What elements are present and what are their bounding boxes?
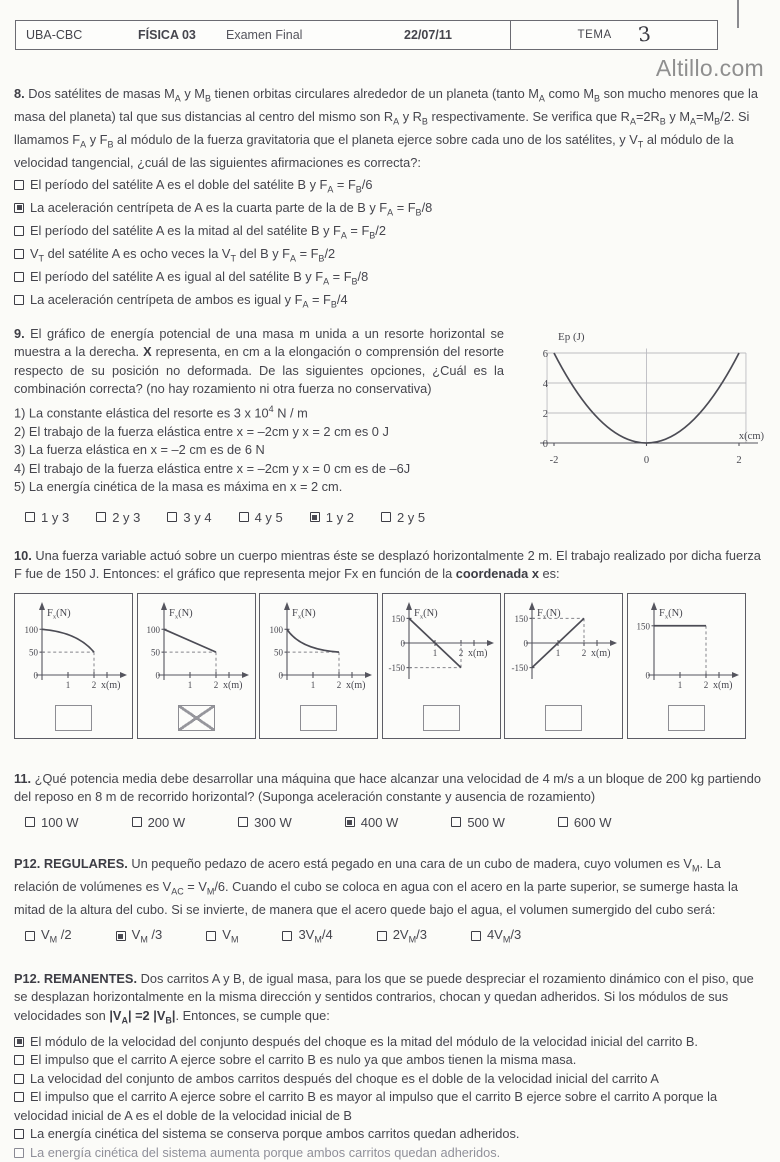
svg-text:150: 150 — [391, 613, 405, 624]
svg-text:-150: -150 — [511, 662, 528, 673]
checkbox[interactable] — [206, 931, 216, 941]
tema-value-handwritten: 3 — [636, 20, 652, 47]
checkbox[interactable] — [471, 931, 481, 941]
p12-remanentes-text: P12. REMANENTES. Dos carritos A y B, de igual masa, para los que se puede despreciar el rozamiento dinámico con el piso, que se desplazan horizontalmente en la misma dirección y sentidos contrarios, chocan y quedan adheridos. Si los módulos de sus velocidades son $|V_A| =2$ $|V_B|$. Entonces, se cumple que: — [14, 970, 754, 1026]
p12-regulares-text: P12. REGULARES. Un pequeño pedazo de acero está pegado en una cara de un cubo de madera, cuyo volumen es $V_M$. La relación de volúmenes es $V_{AC} = V_M/6$. Cuando el cubo se coloca en agua con el acero en la parte superior, se sumerge hasta la mitad de la altura del cubo. Si se invierte, de manera que el acero quede bajo el agua, el volumen sumergido del cubo será: — [14, 855, 738, 917]
checkbox[interactable] — [167, 512, 177, 522]
q9-option — [239, 510, 283, 525]
option-label: El período del satélite A es el doble del satélite B y $F_A = F_B/6$ — [30, 176, 373, 195]
answer-box[interactable] — [300, 705, 337, 731]
checkbox[interactable] — [14, 226, 24, 236]
q9-energy-chart — [514, 325, 766, 477]
q9-option — [96, 510, 140, 525]
checkbox[interactable] — [96, 512, 106, 522]
q10-graph-panel — [137, 593, 256, 739]
option-label: $3V_M/4$ — [298, 927, 333, 945]
q8-option — [14, 199, 766, 222]
header-institution: UBA-CBC — [26, 28, 83, 42]
option-label: 200 W — [147, 814, 186, 830]
svg-text:50: 50 — [273, 647, 283, 658]
p12-regulares-option — [206, 927, 238, 945]
force-position-graph — [16, 597, 132, 703]
checkbox[interactable] — [25, 931, 35, 941]
checkbox[interactable] — [239, 512, 249, 522]
svg-text:100: 100 — [24, 624, 38, 635]
q11-option — [132, 815, 186, 830]
option-label: $V_M$ /3 — [131, 927, 163, 945]
scan-artifact-line — [737, 0, 739, 28]
p12-remanentes-options — [14, 1033, 766, 1162]
checkbox[interactable] — [238, 817, 248, 827]
option-label: 3 y 4 — [183, 509, 212, 525]
option-label: 2 y 3 — [112, 509, 141, 525]
force-position-graph — [138, 597, 254, 703]
option-label: 400 W — [360, 814, 399, 830]
q9-item: 2) El trabajo de la fuerza elástica entre x = –2cm y x = 2 cm es 0 J — [14, 423, 389, 439]
header-table — [15, 20, 718, 50]
svg-text:0: 0 — [278, 670, 283, 681]
q9-option — [167, 510, 211, 525]
option-label: 300 W — [254, 814, 292, 830]
q8-option — [14, 245, 766, 268]
header-main-cell — [16, 21, 511, 49]
force-position-graph — [628, 597, 744, 703]
q8-option — [14, 291, 766, 314]
svg-text:2: 2 — [736, 454, 742, 466]
svg-text:50: 50 — [28, 647, 38, 658]
header-exam-type: Examen Final — [226, 28, 303, 42]
option-label: 1 y 2 — [325, 509, 354, 525]
option-label: 4 y 5 — [254, 509, 283, 525]
option-label: 1 y 3 — [41, 509, 70, 525]
checkbox[interactable] — [14, 249, 24, 259]
option-label: $4V_M/3$ — [486, 927, 522, 945]
svg-text:x(m): x(m) — [345, 679, 365, 691]
p12-remanentes-option — [14, 1033, 766, 1052]
answer-box[interactable] — [423, 705, 460, 731]
option-label: El período del satélite A es igual al del satélite B y $F_A = F_B/8$ — [30, 268, 369, 287]
force-position-graph — [383, 597, 499, 703]
header-tema-cell — [511, 21, 717, 49]
q9-option — [381, 510, 425, 525]
p12-remanentes-option — [14, 1125, 766, 1144]
checkbox[interactable] — [14, 1074, 24, 1084]
checkbox[interactable] — [381, 512, 391, 522]
p12-regulares-option — [377, 927, 427, 945]
svg-text:Ep (J): Ep (J) — [558, 330, 585, 343]
q11-text: 11. ¿Qué potencia media debe desarrollar una máquina que hace alcanzar una velocidad de 4 m/s a un bloque de 200 kg partiendo del reposo en 8 m de recorrido horizontal? (Suponga aceleración constante y ausencia de rozamiento) — [14, 770, 762, 805]
q10-graph-panel — [14, 593, 133, 739]
p12-regulares-option — [471, 927, 521, 945]
checkbox[interactable] — [14, 1148, 24, 1158]
svg-text:x(m): x(m) — [223, 679, 243, 691]
option-label: $2V_M/3$ — [392, 927, 427, 945]
svg-text:6: 6 — [542, 348, 548, 360]
option-label: $V_T$ del satélite A es ocho veces la $V_T$ del B y $F_A = F_B/2$ — [30, 245, 336, 264]
checkbox[interactable] — [345, 817, 355, 827]
q10-text: 10. Una fuerza variable actuó sobre un cuerpo mientras éste se desplazó horizontalmente 2 m. El trabajo realizado por dicha fuerza F fue de 150 J. Entonces: el gráfico que representa mejor Fx en función de la coordenada x es: — [14, 547, 761, 582]
q8-option — [14, 222, 766, 245]
option-label: La aceleración centrípeta de A es la cuarta parte de la de B y $F_A = F_B/8$ — [30, 199, 433, 218]
svg-text:0: 0 — [523, 638, 528, 649]
force-position-graph — [261, 597, 377, 703]
option-label: $V_M$ — [222, 927, 239, 945]
svg-text:Fx(N): $F_x(N)$ — [46, 607, 71, 621]
q8-option — [14, 268, 766, 291]
p12-regulares-option — [116, 927, 163, 945]
svg-text:2: 2 — [581, 647, 586, 658]
answer-box[interactable] — [178, 705, 215, 731]
svg-text:1: 1 — [65, 679, 70, 690]
q9-left-column — [14, 325, 504, 497]
option-label: El módulo de la velocidad del conjunto después del choque es la mitad del módulo de la velocidad inicial del carrito B. — [30, 1033, 698, 1049]
q9-option — [310, 510, 354, 525]
svg-text:x(m): x(m) — [713, 679, 733, 691]
svg-text:0: 0 — [33, 670, 38, 681]
p12-regulares-options — [25, 927, 766, 945]
q9-items — [14, 400, 504, 497]
answer-box[interactable] — [668, 705, 705, 731]
svg-text:Fx(N): $F_x(N)$ — [659, 607, 683, 621]
svg-text:100: 100 — [269, 624, 283, 635]
checkbox[interactable] — [14, 1037, 24, 1047]
option-label: 100 W — [41, 814, 79, 830]
q8-text: 8. Dos satélites de masas $M_A$ y $M_B$ tienen orbitas circulares alrededor de un planeta (tanto $M_A$ como $M_B$ son mucho menores que la masa del planeta) tal que sus distancias al centro del mismo son $R_A$ y $R_B$ respectivamente. Se verifica que $R_A=2R_B$ y $M_A=M_B/2$. Si llamamos $F_A$ y $F_B$ al módulo de la fuerza gravitatoria que el planeta ejerce sobre cada uno de los satélites, y $V_T$ al módulo de la velocidad tangencial, ¿cuál de las siguientes afirmaciones es correcta?: — [14, 86, 758, 171]
q9-chart-wrap — [514, 325, 766, 497]
svg-text:1: 1 — [187, 679, 193, 690]
q11-option — [558, 815, 612, 830]
p12-remanentes-option — [14, 1070, 766, 1089]
q10-graph-panel — [382, 593, 501, 739]
checkbox[interactable] — [14, 180, 24, 190]
q9-item: 1) La constante elástica del resorte es 3 x $10^4$ N / m — [14, 403, 308, 421]
svg-text:2: 2 — [213, 679, 219, 690]
option-label: $V_M$ /2 — [41, 927, 72, 945]
q11-options — [25, 815, 766, 830]
checkbox[interactable] — [14, 1055, 24, 1065]
q11-option — [25, 815, 79, 830]
q9-text: 9. El gráfico de energía potencial de una masa m unida a un resorte horizontal se muestra a la derecha. X representa, en cm a la elongación o comprensión del resorte respecto de su posición no deformada. De las siguientes opciones, ¿Cuál es la combinación correcta? (no hay rozamiento ni otra fuerza no conservativa) — [14, 325, 504, 397]
option-label: El período del satélite A es la mitad al del satélite B y $F_A = F_B/2$ — [30, 222, 386, 241]
p12-regulares-option — [282, 927, 332, 945]
svg-text:150: 150 — [636, 620, 650, 631]
q11-option — [451, 815, 505, 830]
q10-graph-panel — [627, 593, 746, 739]
q8-option — [14, 176, 766, 199]
q9-item: 4) El trabajo de la fuerza elástica entre x = –2cm y x = 0 cm es de –6J — [14, 460, 411, 476]
svg-text:50: 50 — [151, 647, 160, 658]
svg-text:x(m): x(m) — [468, 647, 488, 659]
checkbox[interactable] — [310, 512, 320, 522]
svg-text:0: 0 — [542, 438, 548, 450]
svg-text:150: 150 — [514, 613, 528, 624]
option-label: 600 W — [573, 814, 612, 830]
question-9 — [14, 325, 766, 497]
svg-text:2: 2 — [91, 679, 96, 690]
svg-text:x(m): x(m) — [590, 647, 610, 659]
checkbox[interactable] — [451, 817, 461, 827]
svg-text:0: 0 — [400, 638, 405, 649]
svg-text:Fx(N): $F_x(N)$ — [536, 607, 561, 621]
p12-remanentes-option — [14, 1051, 766, 1070]
q10-graph-panel — [504, 593, 623, 739]
option-label: La velocidad del conjunto de ambos carritos después del choque es el doble de la velocidad inicial del carrito A — [30, 1070, 659, 1086]
checkbox[interactable] — [25, 512, 35, 522]
svg-text:1: 1 — [555, 647, 560, 658]
q9-option — [25, 510, 69, 525]
option-label: El impulso que el carrito A ejerce sobre el carrito B es mayor al impulso que el carrito B ejerce sobre el carrito A porque la velocidad inicial de A es el doble de la velocidad inicial de B — [14, 1089, 718, 1123]
checkbox[interactable] — [14, 272, 24, 282]
svg-text:x(cm): x(cm) — [738, 430, 764, 442]
option-label: La aceleración centrípeta de ambos es igual y $F_A = F_B/4$ — [30, 291, 348, 310]
checkbox[interactable] — [377, 931, 387, 941]
svg-text:Fx(N): $F_x(N)$ — [414, 607, 438, 621]
altillo-watermark: Altillo.com — [655, 55, 764, 81]
p12-remanentes-option — [14, 1088, 766, 1125]
svg-text:2: 2 — [336, 679, 341, 690]
svg-text:0: 0 — [645, 670, 650, 681]
svg-text:Fx(N): $F_x(N)$ — [291, 607, 316, 621]
p12-regulares-option — [25, 927, 72, 945]
svg-text:0: 0 — [643, 454, 650, 466]
q9-item: 3) La fuerza elástica en x = –2 cm es de 6 N — [14, 442, 265, 458]
answer-box[interactable] — [55, 705, 92, 731]
svg-text:1: 1 — [310, 679, 315, 690]
q8-options — [14, 176, 766, 314]
checkbox[interactable] — [14, 1129, 24, 1139]
q10-graph-panel — [259, 593, 378, 739]
checkbox[interactable] — [14, 203, 24, 213]
svg-text:0: 0 — [155, 670, 160, 681]
force-position-graph — [506, 597, 622, 703]
q11-option — [238, 815, 292, 830]
checkbox[interactable] — [14, 1092, 24, 1102]
svg-text:x(m): x(m) — [100, 679, 120, 691]
svg-text:Fx(N): $F_x(N)$ — [169, 607, 193, 621]
svg-text:2: 2 — [542, 408, 548, 420]
checkbox[interactable] — [25, 817, 35, 827]
tema-label: TEMA — [577, 29, 612, 41]
svg-text:2: 2 — [458, 647, 464, 658]
svg-text:4: 4 — [542, 378, 548, 390]
q11-option — [345, 815, 399, 830]
p12-remanentes-option — [14, 1144, 766, 1162]
svg-text:1: 1 — [677, 679, 683, 690]
svg-text:2: 2 — [703, 679, 709, 690]
option-label: 500 W — [467, 814, 505, 830]
option-label: El impulso que el carrito A ejerce sobre el carrito B es nulo ya que ambos tienen la misma masa. — [30, 1052, 577, 1068]
q9-item: 5) La energía cinética de la masa es máxima en x = 2 cm. — [14, 479, 343, 495]
header-course: FÍSICA 03 — [138, 28, 196, 42]
svg-text:-150: -150 — [388, 662, 405, 673]
checkbox[interactable] — [116, 931, 126, 941]
checkbox[interactable] — [558, 817, 568, 827]
svg-text:100: 100 — [146, 624, 160, 635]
answer-box[interactable] — [545, 705, 582, 731]
q10-graph-panels — [14, 593, 766, 739]
header-date: 22/07/11 — [404, 28, 452, 42]
svg-text:1: 1 — [432, 647, 438, 658]
checkbox[interactable] — [282, 931, 292, 941]
checkbox[interactable] — [14, 295, 24, 305]
option-label: 2 y 5 — [396, 509, 426, 525]
svg-text:-2: -2 — [549, 454, 559, 466]
option-label: La energía cinética del sistema se conserva porque ambos carritos quedan adheridos. — [30, 1126, 520, 1142]
checkbox[interactable] — [132, 817, 142, 827]
option-label: La energía cinética del sistema aumenta porque ambos carritos quedan adheridos. — [30, 1144, 501, 1160]
q9-options — [25, 510, 766, 525]
